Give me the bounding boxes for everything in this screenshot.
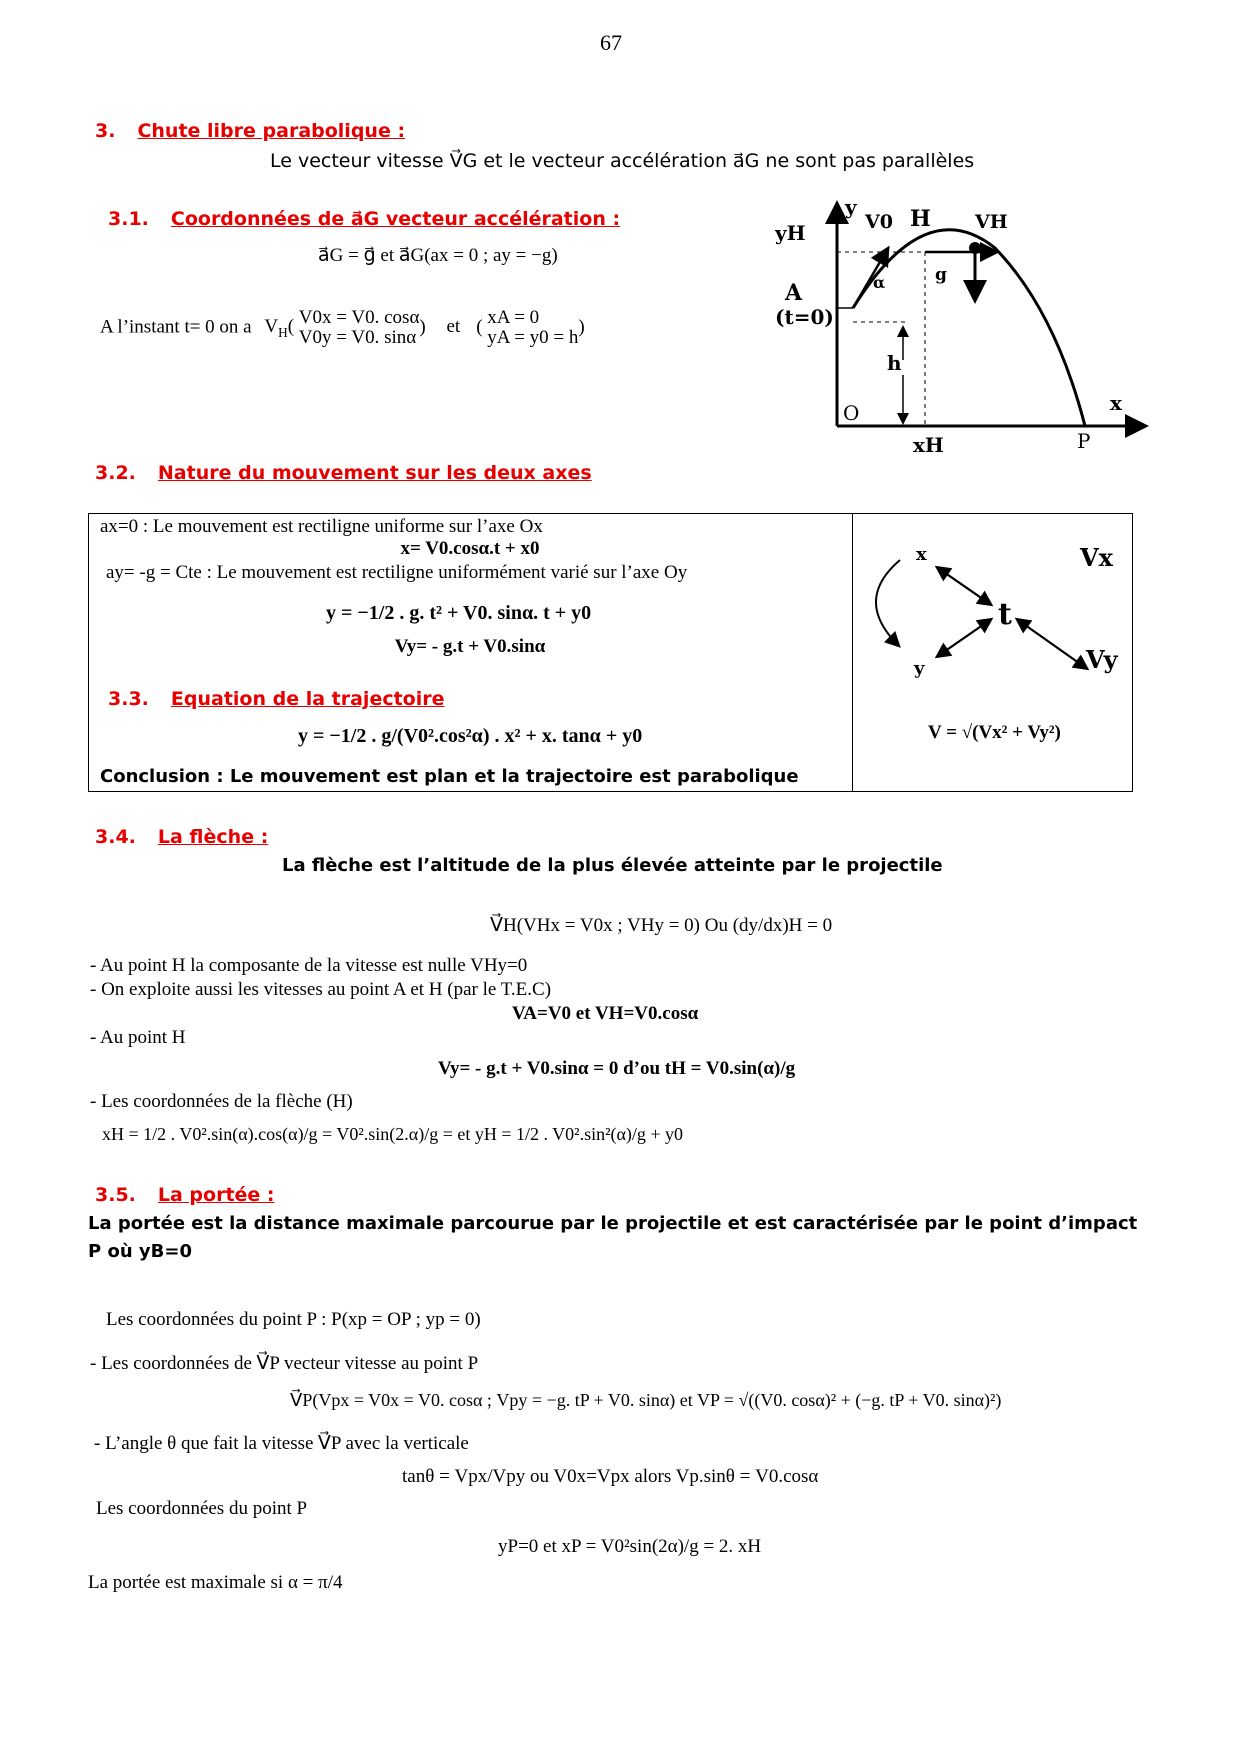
- vp-equation: V⃗P(Vpx = V0x = V0. cosα ; Vpy = −g. tP + V0. sinα) et VP = √((V0. cosα)² + (−g. tP + V0. sinα)²): [290, 1390, 1002, 1410]
- et-word: et: [446, 316, 461, 338]
- section-title: Chute libre parabolique :: [137, 120, 406, 142]
- acceleration-equation: a⃗G = g⃗ et a⃗G(ax = 0 ; ay = −g): [318, 245, 558, 266]
- section-number: 3.4.: [95, 826, 136, 848]
- x-equation: x= V0.cosα.t + x0: [400, 538, 540, 559]
- xp-equation: yP=0 et xP = V0²sin(2α)/g = 2. xH: [498, 1536, 762, 1557]
- coord-p-2: Les coordonnées du point P: [96, 1498, 308, 1519]
- diag-label-t: t: [998, 597, 1012, 632]
- xa-eq: xA = 0: [487, 307, 540, 328]
- parabola: [853, 230, 1085, 426]
- fleche-bullet-1: - Au point H la composante de la vitesse est nulle VHy=0: [90, 955, 528, 976]
- section-number: 3.1.: [108, 208, 149, 230]
- fig-label-xH: xH: [913, 433, 944, 457]
- trajectory-equation: y = −1/2 . g/(V0².cos²α) . x² + x. tanα + y0: [298, 725, 643, 747]
- portee-max: La portée est maximale si α = π/4: [88, 1572, 343, 1593]
- instant-text: A l’instant t= 0 on a: [100, 316, 252, 338]
- fleche-definition: La flèche est l’altitude de la plus élevée atteinte par le projectile: [282, 855, 943, 876]
- section-number: 3.3.: [108, 688, 149, 710]
- velocity-diagram: [858, 520, 1130, 680]
- fleche-bullet-4: - Les coordonnées de la flèche (H): [90, 1091, 353, 1112]
- vy-equation: Vy= - g.t + V0.sinα: [394, 636, 546, 657]
- section-3-4-heading: [95, 826, 268, 848]
- ya-eq: yA = y0 = h: [487, 326, 579, 348]
- y-equation: y = −1/2 . g. t² + V0. sinα. t + y0: [326, 602, 592, 624]
- t-vy-arrow-2: [1018, 620, 1086, 668]
- section-title: La portée :: [157, 1184, 275, 1206]
- x-t-arrow-2: [938, 568, 990, 604]
- y-t-arrow-2: [938, 620, 990, 656]
- v0y-eq: V0y = V0. sinα: [298, 326, 417, 348]
- diag-label-y: y: [914, 658, 925, 679]
- v-magnitude-eq: V = √(Vx² + Vy²): [928, 722, 1061, 743]
- fig-label-yH: yH: [775, 221, 806, 245]
- trajectory-figure: [775, 200, 1150, 460]
- fig-label-h: h: [887, 351, 902, 375]
- section-3-intro: Le vecteur vitesse V⃗G et le vecteur accélération a⃗G ne sont pas parallèles: [270, 150, 975, 172]
- section-3-heading: [95, 120, 405, 142]
- section-number: 3.2.: [95, 462, 136, 484]
- tan-equation: tanθ = Vpx/Vpy ou V0x=Vpx alors Vp.sinθ = V0.cosα: [402, 1466, 819, 1487]
- fig-label-y: y: [845, 200, 857, 219]
- portee-bullet-2: - L’angle θ que fait la vitesse V⃗P avec la verticale: [94, 1433, 469, 1454]
- conclusion: Conclusion : Le mouvement est plan et la trajectoire est parabolique: [100, 766, 799, 787]
- fig-label-H: H: [910, 206, 931, 232]
- va-vh-equation: VA=V0 et VH=V0.cosα: [512, 1003, 699, 1024]
- section-3-3-heading: [108, 688, 445, 710]
- section-title: Coordonnées de a⃗G vecteur accélération :: [170, 208, 621, 230]
- section-title: La flèche :: [157, 826, 269, 848]
- section-title: Equation de la trajectoire: [170, 688, 445, 710]
- fig-label-O: O: [843, 401, 860, 425]
- section-number: 3.5.: [95, 1184, 136, 1206]
- vh-equation: V⃗H(VHx = V0x ; VHy = 0) Ou (dy/dx)H = 0: [490, 915, 833, 936]
- initial-conditions: A l’instant t= 0 on a $V_H$( V0x = V0. cosα V0y = V0. sinα ) et ( xA = 0 yA = y0 = h ): [100, 307, 585, 348]
- fig-label-P: P: [1077, 429, 1091, 453]
- th-equation: Vy= - g.t + V0.sinα = 0 d’ou tH = V0.sin(α)/g: [438, 1058, 796, 1079]
- ax-line: ax=0 : Le mouvement est rectiligne uniforme sur l’axe Ox: [100, 516, 543, 537]
- section-3-1-heading: [108, 208, 620, 230]
- diag-label-Vx: Vx: [1080, 543, 1113, 572]
- diag-label-x: x: [916, 544, 927, 565]
- portee-bullet-1: - Les coordonnées de V⃗P vecteur vitesse au point P: [90, 1353, 479, 1374]
- coord-p: Les coordonnées du point P : P(xp = OP ; yp = 0): [106, 1309, 481, 1330]
- v0x-eq: V0x = V0. cosα: [298, 307, 420, 328]
- fig-label-alpha: α: [873, 273, 886, 292]
- curved-arrow: [876, 560, 900, 645]
- xh-yh-equation: xH = 1/2 . V0².sin(α).cos(α)/g = V0².sin(2.α)/g = et yH = 1/2 . V0².sin²(α)/g + y0: [102, 1124, 684, 1144]
- table-divider: [852, 513, 853, 791]
- section-title: Nature du mouvement sur les deux axes: [157, 462, 592, 484]
- fig-label-g: g: [935, 265, 947, 285]
- fig-label-x: x: [1110, 391, 1122, 415]
- fig-label-A: A: [785, 280, 803, 306]
- section-3-5-heading: [95, 1184, 275, 1206]
- fig-label-V0: V0: [865, 211, 893, 233]
- section-3-2-heading: [95, 462, 592, 484]
- diag-label-Vy: Vy: [1086, 645, 1118, 674]
- portee-definition: La portée est la distance maximale parcourue par le projectile et est caractérisée par le point d’impact P où yB=0: [88, 1213, 1138, 1262]
- page-number: 67: [600, 30, 622, 55]
- fig-label-t0: (t=0): [775, 305, 834, 329]
- ay-line: ay= -g = Cte : Le mouvement est rectiligne uniformément varié sur l’axe Oy: [106, 562, 688, 583]
- fig-label-VH: VH: [975, 211, 1008, 233]
- fleche-bullet-2: - On exploite aussi les vitesses au point A et H (par le T.E.C): [90, 979, 552, 1000]
- section-number: 3.: [95, 120, 116, 142]
- fleche-bullet-3: - Au point H: [90, 1027, 186, 1048]
